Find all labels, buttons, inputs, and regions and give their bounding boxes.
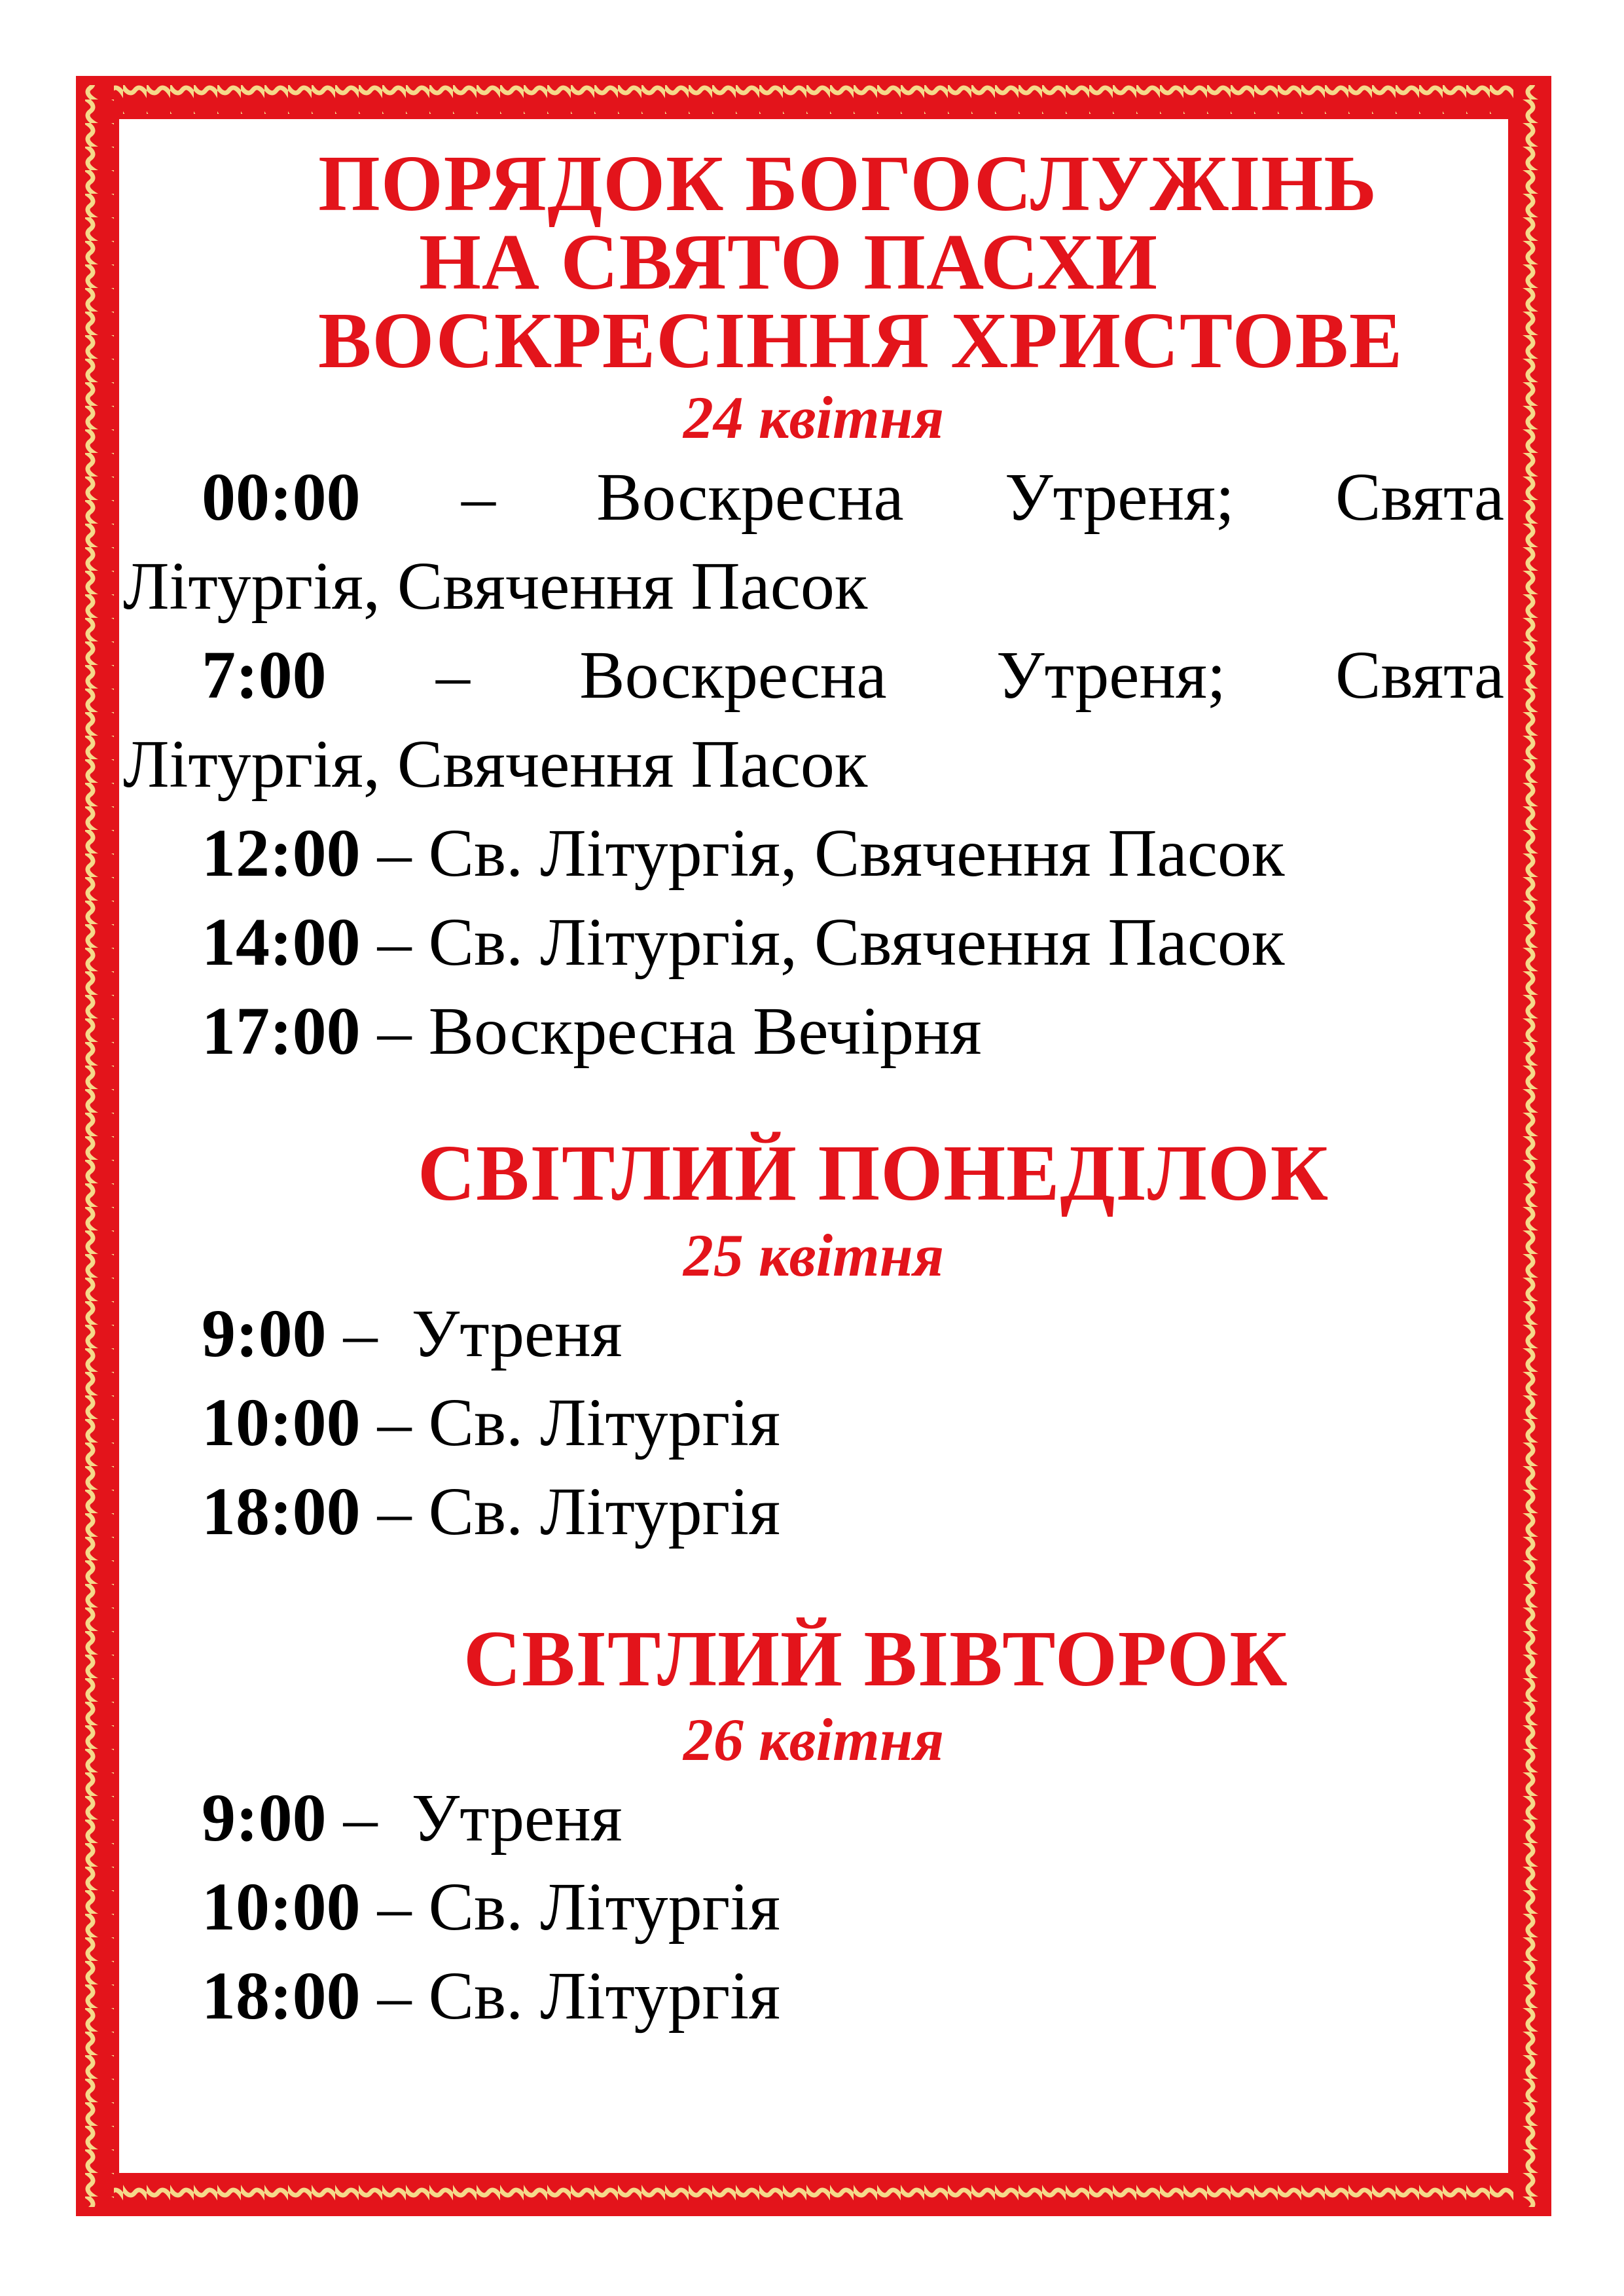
service-line (202, 458, 1504, 537)
service-time: 9:00 (202, 1296, 327, 1371)
service-time: 7:00 (202, 637, 327, 713)
service-line (202, 1868, 780, 1946)
service-text: – Св. Літургія (360, 1958, 781, 2034)
service-line (202, 636, 1504, 715)
heading-day-3: СВІТЛИЙ ВІВТОРОК (463, 1615, 1288, 1703)
service-word: Свята (1335, 637, 1504, 713)
title-line-3: ВОСКРЕСІННЯ ХРИСТОВЕ (318, 296, 1403, 385)
service-line (202, 903, 1285, 982)
service-text: – Св. Літургія, Свячення Пасок (360, 816, 1285, 891)
service-word: Утреня; (996, 637, 1226, 713)
service-word: Воскресна (596, 459, 904, 535)
service-text: – Воскресна Вечірня (360, 994, 982, 1069)
service-text: – Св. Літургія, Свячення Пасок (360, 905, 1285, 980)
service-time: 12:00 (202, 816, 361, 891)
service-text: – Утреня (326, 1780, 623, 1856)
service-time: 14:00 (202, 905, 361, 980)
service-text: – Утреня (326, 1296, 623, 1371)
service-text: – Св. Літургія (360, 1474, 781, 1549)
service-time: 9:00 (202, 1780, 327, 1856)
service-word: Утреня; (1004, 459, 1235, 535)
service-line (202, 992, 982, 1071)
service-line (202, 1779, 623, 1857)
heading-day-2: СВІТЛИЙ ПОНЕДІЛОК (418, 1129, 1329, 1217)
service-line (202, 1957, 780, 2036)
service-word: Свята (1335, 459, 1504, 535)
date-day-2: 25 квітня (683, 1222, 945, 1289)
service-line-continued: Літургія, Свячення Пасок (123, 726, 868, 802)
service-dash: – (461, 459, 496, 535)
service-line (202, 1473, 780, 1551)
service-text: – Св. Літургія (360, 1385, 781, 1460)
service-time: 18:00 (202, 1474, 361, 1549)
page-frame (76, 76, 1551, 2216)
service-time: 00:00 (202, 459, 361, 535)
service-time: 10:00 (202, 1385, 361, 1460)
date-day-1: 24 квітня (683, 384, 945, 451)
service-line (202, 814, 1285, 893)
schedule-content (123, 123, 1504, 2169)
title-line-1: ПОРЯДОК БОГОСЛУЖІНЬ (318, 139, 1377, 228)
service-time: 17:00 (202, 994, 361, 1069)
service-line (202, 1295, 623, 1373)
service-line (202, 1384, 780, 1462)
service-time: 10:00 (202, 1869, 361, 1945)
service-text: – Св. Літургія (360, 1869, 781, 1945)
service-word: Воскресна (579, 637, 887, 713)
service-dash: – (435, 637, 470, 713)
title-line-2: НА СВЯТО ПАСХИ (419, 218, 1159, 306)
service-time: 18:00 (202, 1958, 361, 2034)
date-day-3: 26 квітня (683, 1706, 945, 1773)
service-line-continued: Літургія, Свячення Пасок (123, 548, 868, 624)
